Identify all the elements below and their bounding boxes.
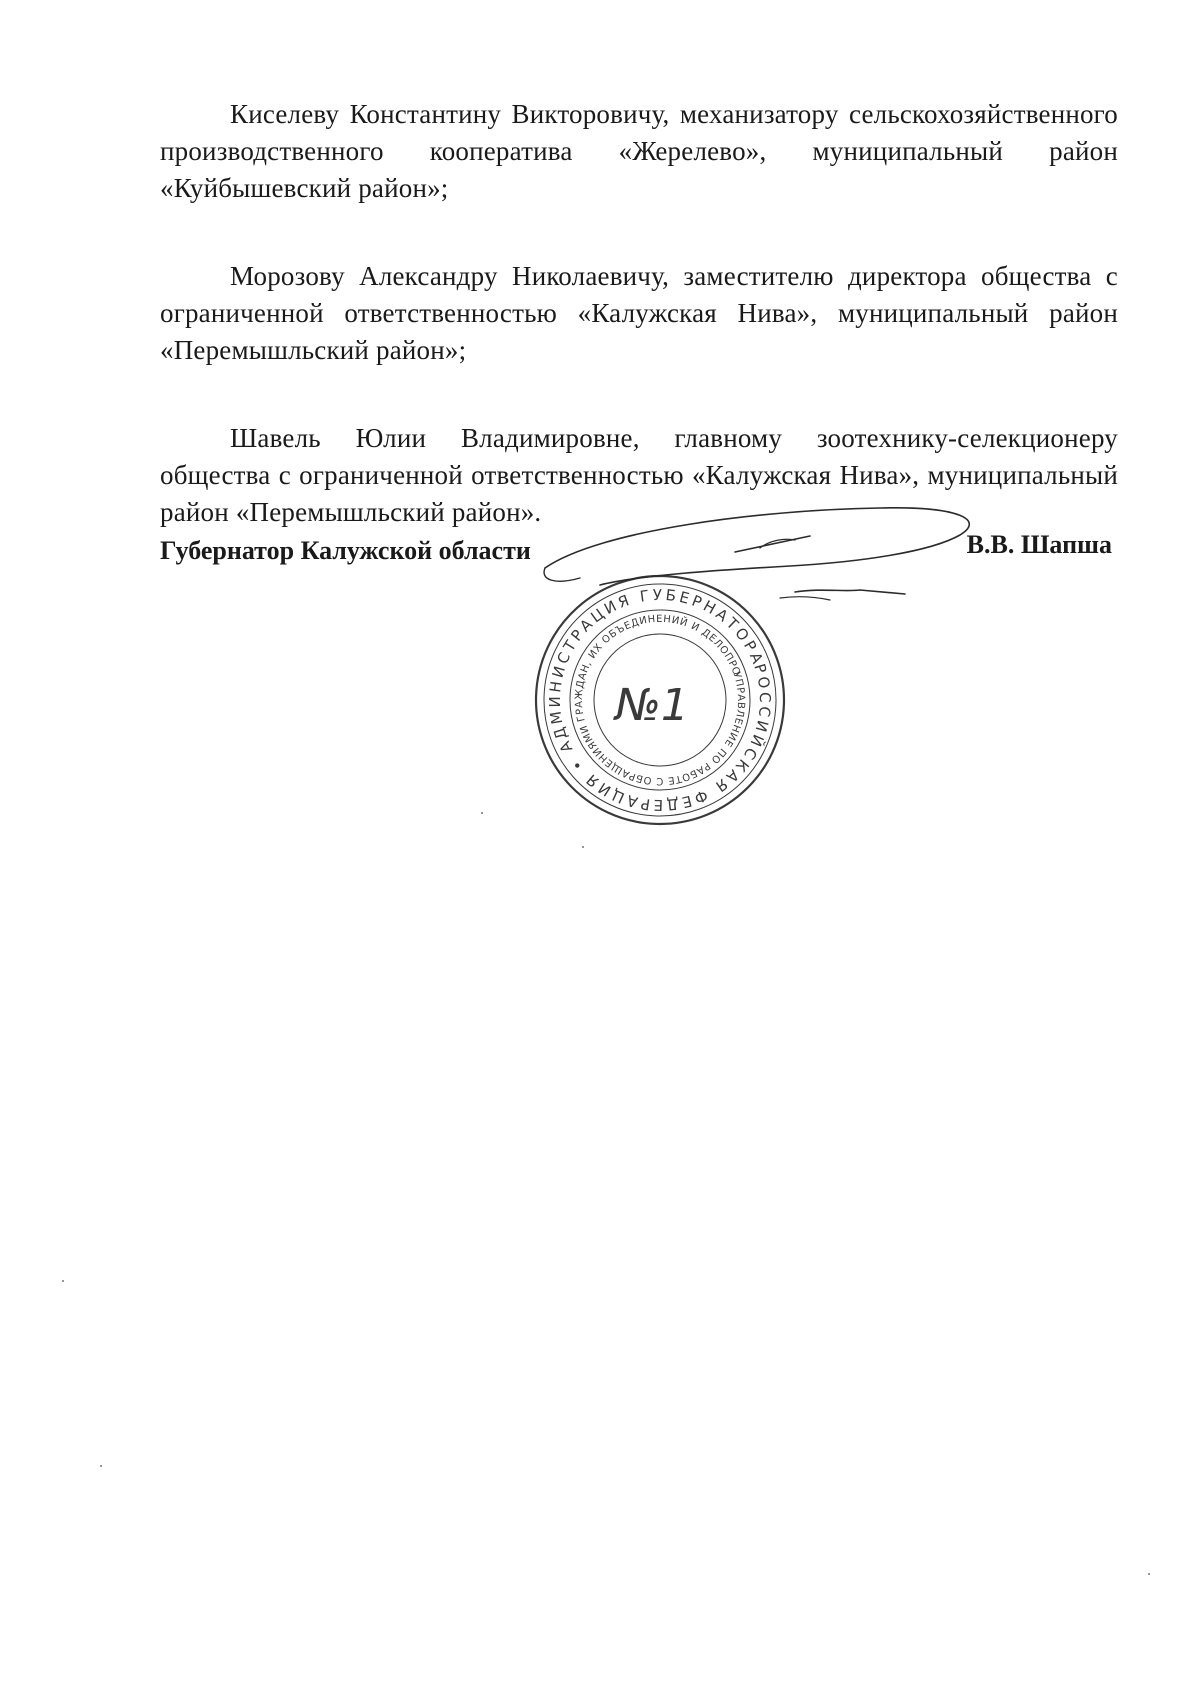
scan-speck (62, 1280, 64, 1282)
scan-speck (1148, 1573, 1150, 1575)
scan-speck (582, 846, 584, 848)
signatory-name: В.В. Шапша (966, 530, 1112, 559)
document-body (160, 96, 1118, 582)
scan-speck (100, 1465, 102, 1467)
award-paragraph-morozov: Морозову Александру Николаевичу, заместителю директора общества с ограниченной ответственностью «Калужская Нива», муниципальный район «Перемышльский район»; (160, 261, 1118, 365)
award-paragraph-kiselev: Киселеву Константину Викторовичу, механизатору сельскохозяйственного производственного кооператива «Жерелево», муниципальный район «Куйбышевский район»; (160, 99, 1118, 203)
seal-inner-ring-text: УПРАВЛЕНИЕ ПО РАБОТЕ С ОБРАЩЕНИЯМИ ГРАЖДАН, ИХ ОБЪЕДИНЕНИЙ И ДЕЛОПРОИЗВОДСТВУ (573, 613, 747, 787)
seal-center-number: №1 (615, 680, 689, 731)
seal-outer-ring-text: РОССИЙСКАЯ ФЕДЕРАЦИЯ • АДМИНИСТРАЦИЯ ГУБЕРНАТОРА (545, 585, 775, 815)
signatory-position: Губернатор Калужской области (160, 536, 531, 565)
scan-speck (481, 812, 483, 814)
award-paragraph-shavel: Шавель Юлии Владимировне, главному зоотехнику-селекционеру общества с ограниченной ответственностью «Калужская Нива», муниципальный район «Перемышльский район». (160, 423, 1118, 527)
